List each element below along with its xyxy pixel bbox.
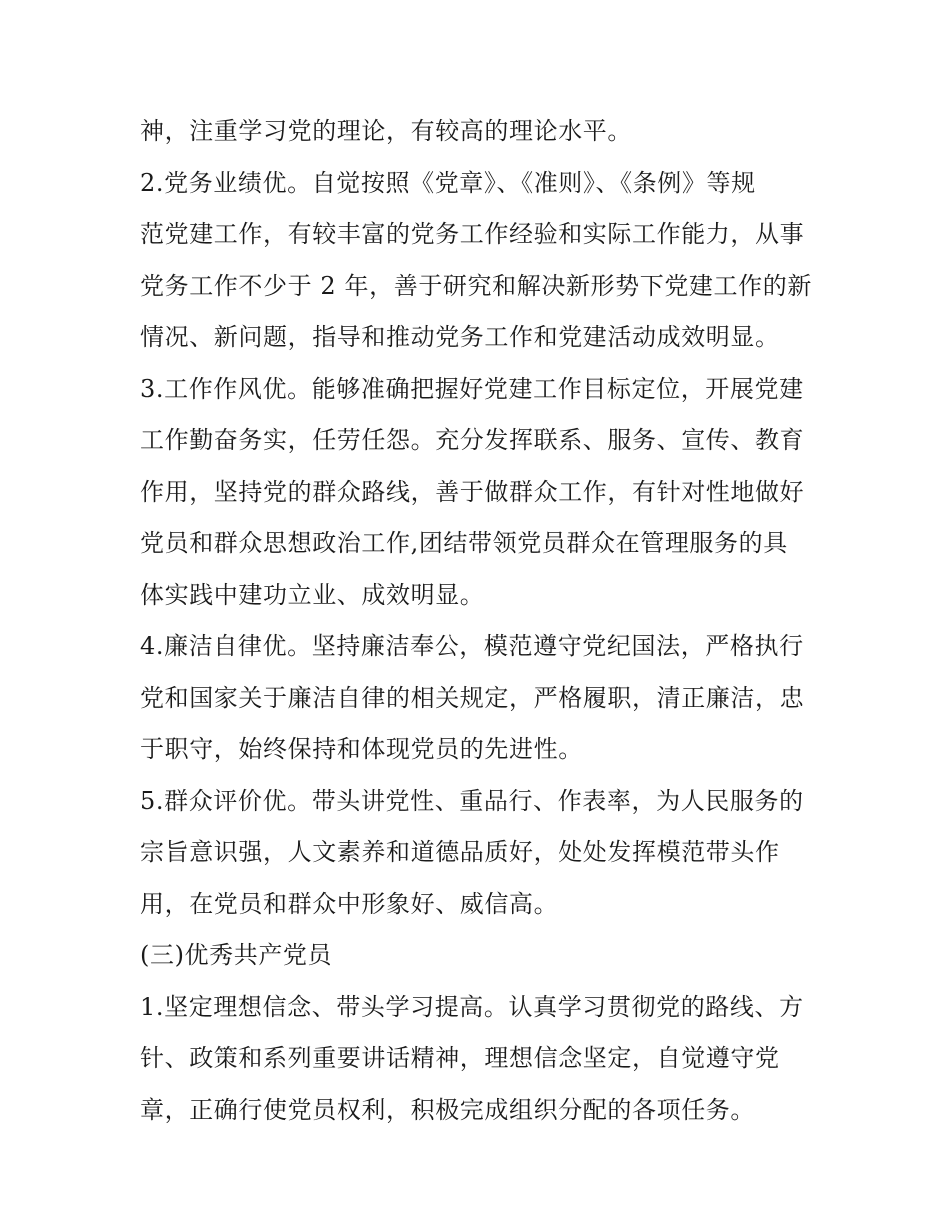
text-line: 于职守，始终保持和体现党员的先进性。 bbox=[140, 735, 583, 763]
text-line: 情况、新问题，指导和推动党务工作和党建活动成效明显。 bbox=[140, 323, 780, 351]
text-line: 章，正确行使党员权利，积极完成组织分配的各项任务。 bbox=[140, 1095, 755, 1124]
document-body bbox=[140, 106, 820, 1136]
text-line: 3.工作作风优。能够准确把握好党建工作目标定位，开展党建 bbox=[140, 374, 804, 403]
text-line: 1.坚定理想信念、带头学习提高。认真学习贯彻党的路线、方 bbox=[140, 992, 804, 1021]
text-line: 范党建工作，有较丰富的党务工作经验和实际工作能力，从事 bbox=[140, 220, 805, 248]
text-line: 工作勤奋务实，任劳任怨。充分发挥联系、服务、宣传、教育 bbox=[140, 426, 805, 454]
text-line: 党和国家关于廉洁自律的相关规定，严格履职，清正廉洁，忠 bbox=[140, 683, 805, 712]
text-line: 针、政策和系列重要讲话精神，理想信念坚定，自觉遵守党 bbox=[140, 1044, 780, 1072]
text-line: 2.党务业绩优。自觉按照《党章》、《准则》、《条例》等规 bbox=[140, 168, 756, 197]
text-line: 体实践中建功立业、成效明显。 bbox=[140, 580, 485, 609]
text-line: 用，在党员和群众中形象好、威信高。 bbox=[140, 889, 559, 918]
text-line: 5.群众评价优。带头讲党性、重品行、作表率，为人民服务的 bbox=[140, 786, 804, 815]
text-line: 宗旨意识强，人文素养和道德品质好，处处发挥模范带头作 bbox=[140, 838, 780, 866]
text-line: 作用，坚持党的群众路线，善于做群众工作，有针对性地做好 bbox=[140, 477, 805, 506]
text-line: 党务工作不少于 2 年，善于研究和解决新形势下党建工作的新 bbox=[140, 271, 812, 300]
section-heading: (三)优秀共产党员 bbox=[140, 941, 333, 969]
text-line: 神，注重学习党的理论，有较高的理论水平。 bbox=[140, 117, 632, 145]
text-line: 党员和群众思想政治工作,团结带领党员群众在管理服务的具 bbox=[140, 529, 788, 557]
text-line: 4.廉洁自律优。坚持廉洁奉公，模范遵守党纪国法，严格执行 bbox=[140, 632, 804, 660]
